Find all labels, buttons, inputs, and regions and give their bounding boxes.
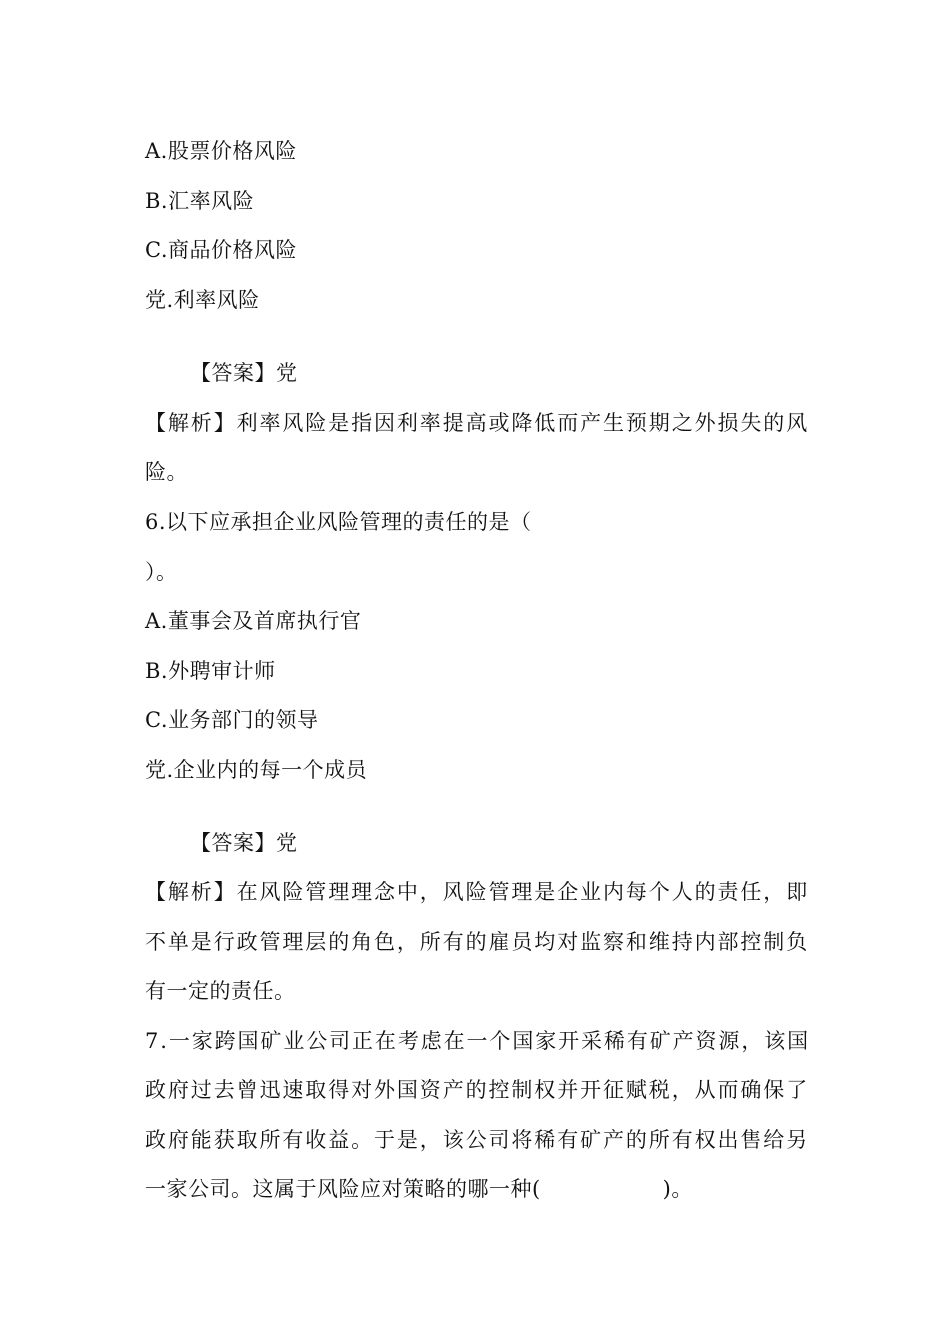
q6-option-a: A.董事会及首席执行官 <box>145 609 362 633</box>
q6-option-b: B.外聘审计师 <box>145 659 276 683</box>
q6-option-c: C.业务部门的领导 <box>145 708 319 732</box>
q7-stem-line-1: 7.一家跨国矿业公司正在考虑在一个国家开采稀有矿产资源，该国 <box>145 1029 811 1053</box>
q6-analysis-line-3: 有一定的责任。 <box>145 979 296 1003</box>
q5-analysis-line-1: 【解析】利率风险是指因利率提高或降低而产生预期之外损失的风 <box>145 411 810 435</box>
q6-analysis-line-1: 【解析】在风险管理理念中，风险管理是企业内每个人的责任，即 <box>145 880 810 904</box>
q6-answer: 【答案】党 <box>190 831 298 855</box>
q5-analysis-line-2: 险。 <box>145 460 188 484</box>
q7-stem-line-2: 政府过去曾迅速取得对外国资产的控制权并开征赋税，从而确保了 <box>145 1078 810 1102</box>
q7-stem-line-3: 政府能获取所有收益。于是，该公司将稀有矿产的所有权出售给另 <box>145 1128 810 1152</box>
q5-option-c: C.商品价格风险 <box>145 238 297 262</box>
q6-stem-line-2: ）。 <box>145 560 178 584</box>
q5-option-a: A.股票价格风险 <box>145 139 297 163</box>
q5-option-d: 党.利率风险 <box>145 288 260 312</box>
q7-stem-line-4: 一家公司。这属于风险应对策略的哪一种( )。 <box>145 1177 693 1201</box>
q6-stem-line-1: 6.以下应承担企业风险管理的责任的是（ <box>145 510 532 534</box>
q5-answer: 【答案】党 <box>190 361 298 385</box>
q5-option-b: B.汇率风险 <box>145 189 255 213</box>
q6-analysis-line-2: 不单是行政管理层的角色，所有的雇员均对监察和维持内部控制负 <box>145 930 810 954</box>
q6-option-d: 党.企业内的每一个成员 <box>145 758 368 782</box>
